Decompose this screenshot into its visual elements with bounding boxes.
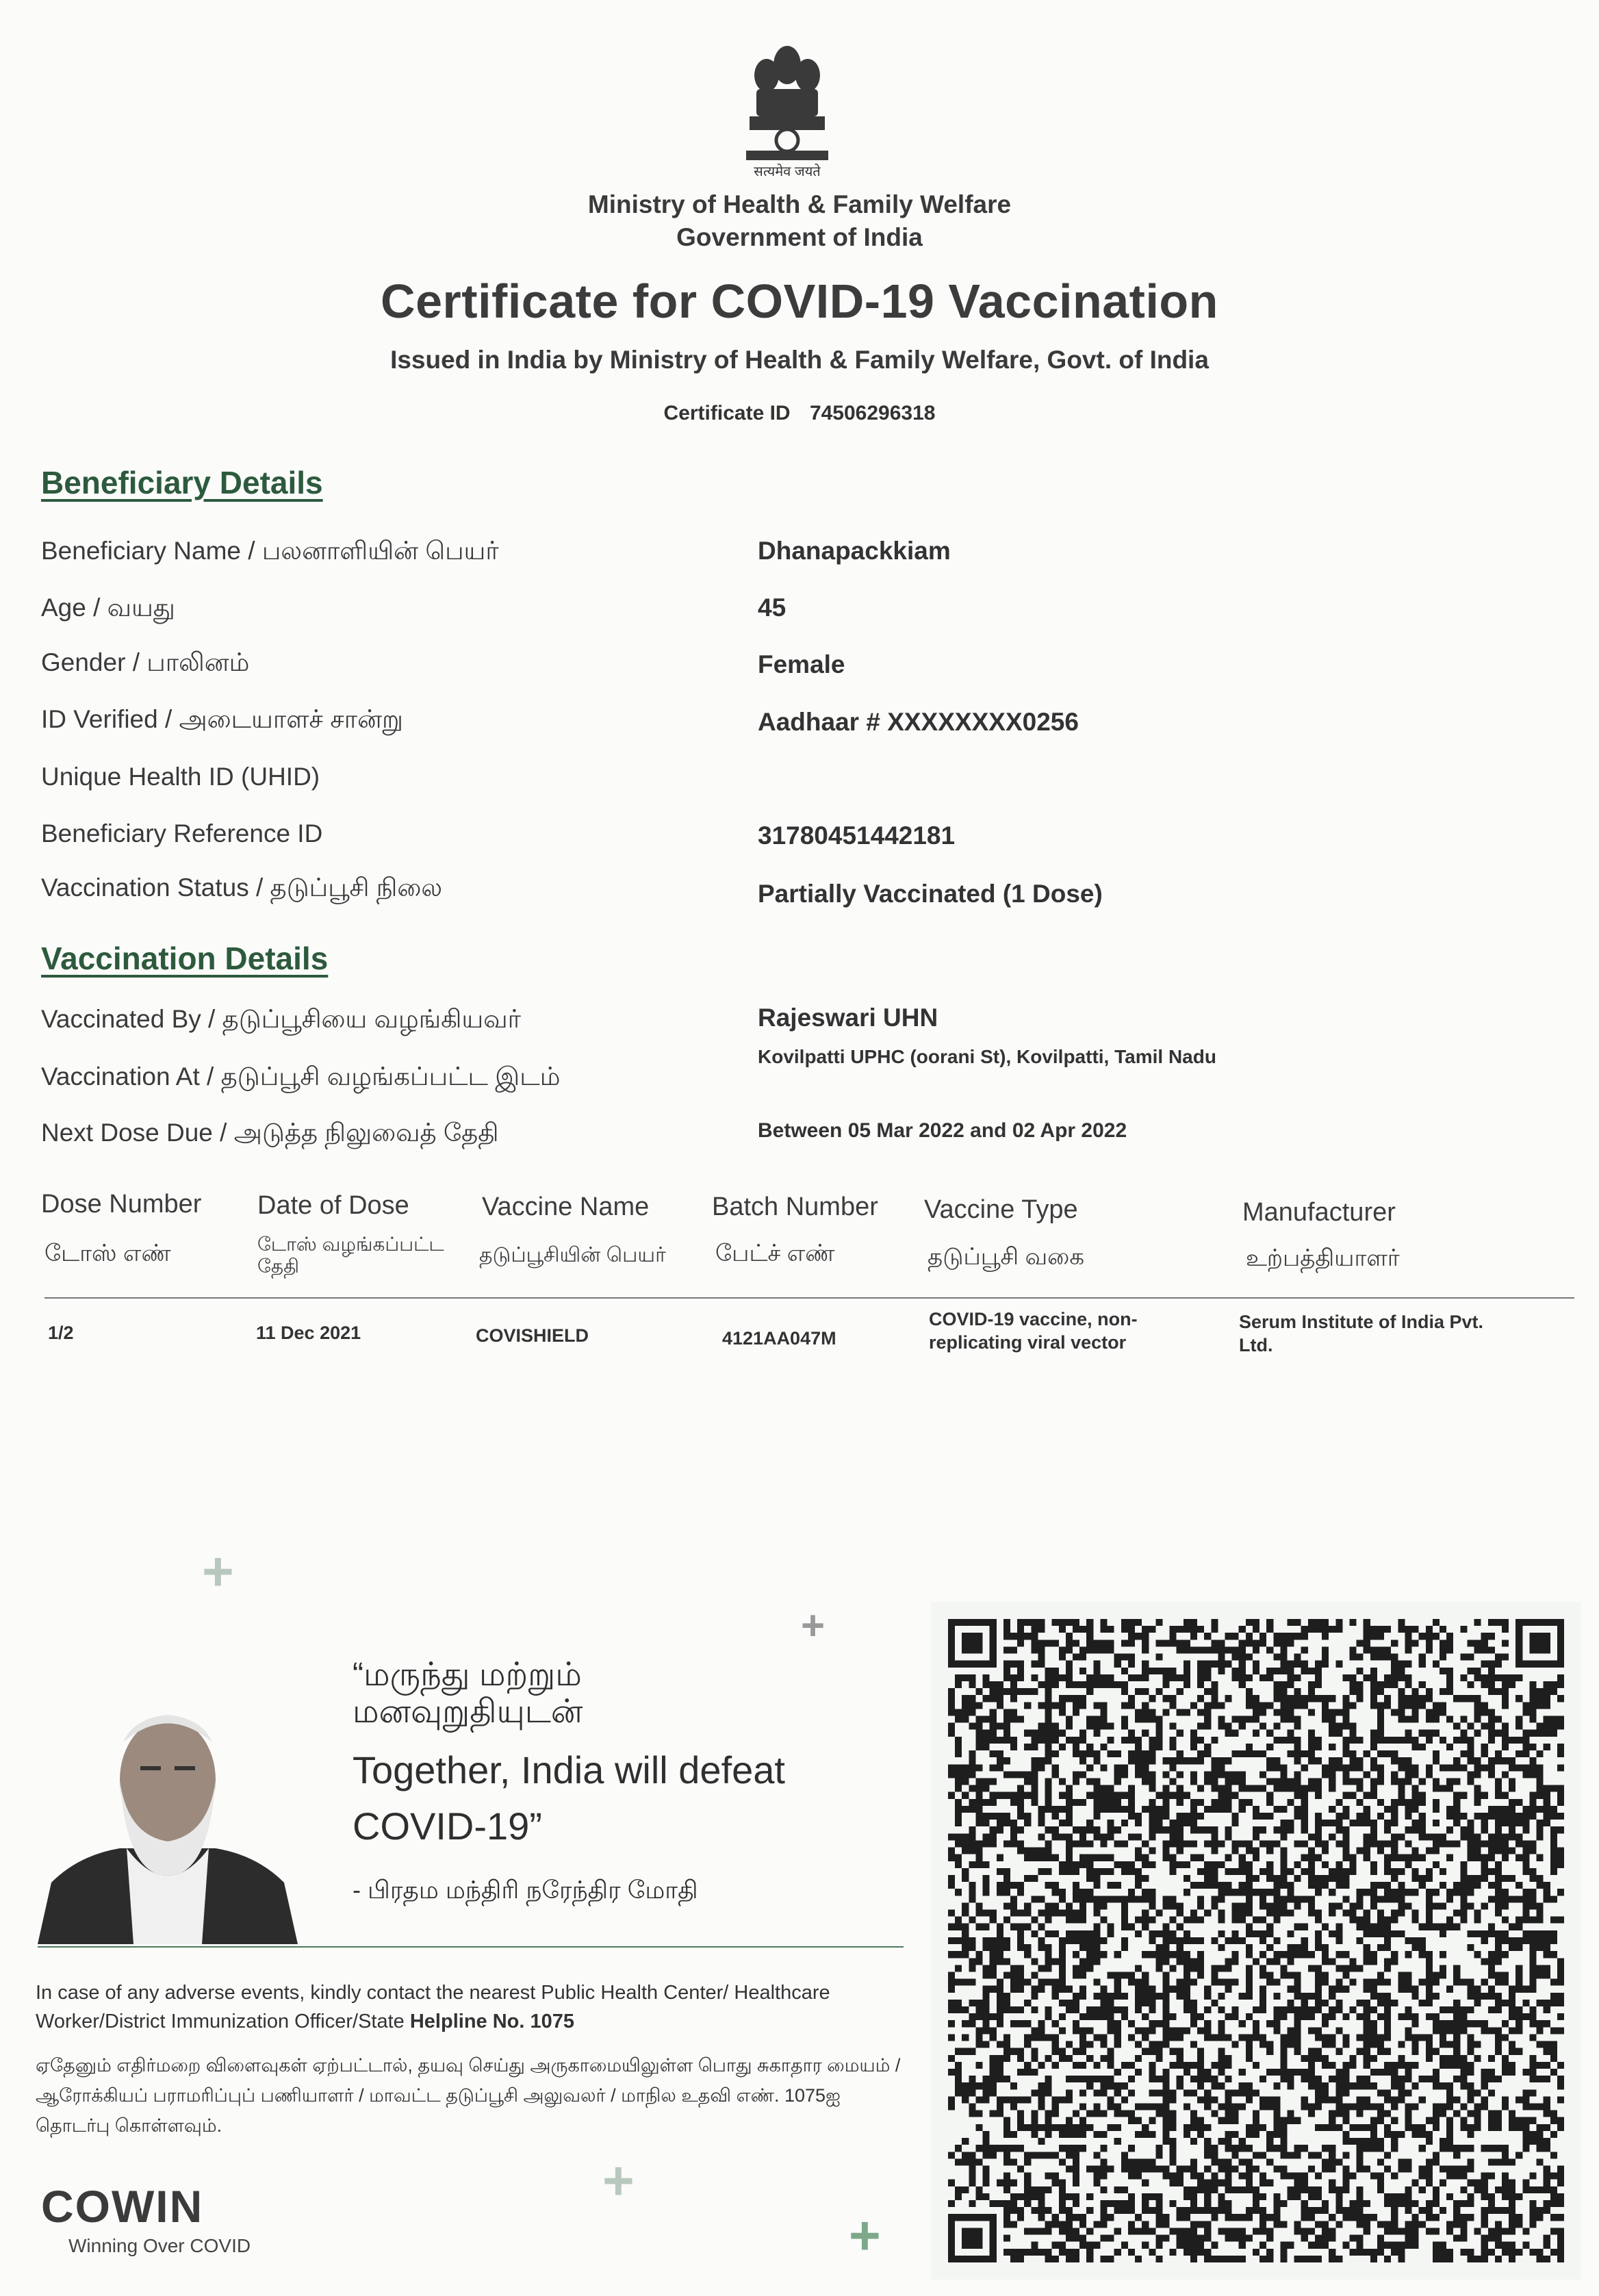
vaccination-status-value: Partially Vaccinated (1 Dose) [758,880,1103,908]
reference-id-label: Beneficiary Reference ID [41,819,323,847]
vaccination-details-heading: Vaccination Details [41,941,329,976]
gender-value: Female [758,650,845,678]
quote-divider [38,1946,904,1948]
certificate-id-label: Certificate ID [663,402,791,424]
th-vaccine-type-ta: தடுப்பூசி வகை [928,1244,1085,1270]
beneficiary-name-value: Dhanapackkiam [758,537,951,565]
beneficiary-details-heading: Beneficiary Details [41,465,323,500]
plus-decoration-icon: + [202,1541,234,1602]
th-dose-number: Dose Number [41,1190,202,1219]
td-dose-number: 1/2 [48,1323,74,1343]
id-verified-value: Aadhaar # XXXXXXXX0256 [758,708,1079,736]
vaccination-at-label: Vaccination At / தடுப்பூசி வழங்கப்பட்ட இடம் [41,1062,561,1090]
th-vaccine-type: Vaccine Type [924,1195,1078,1224]
government-name: Government of India [676,223,923,251]
helpline-number: Helpline No. 1075 [409,2011,575,2032]
id-verified-label: ID Verified / அடையாளச் சான்று [41,705,403,733]
certificate-id [0,402,1599,425]
th-manufacturer: Manufacturer [1242,1198,1396,1227]
certificate-title: Certificate for COVID-19 Vaccination [381,275,1218,328]
age-value: 45 [758,594,786,622]
plus-decoration-icon: + [849,2205,881,2266]
certificate-subtitle: Issued in India by Ministry of Health & Family Welfare, Govt. of India [390,346,1209,374]
qr-modules [948,1619,1564,2262]
adverse-events-text: In case of any adverse events, kindly contact the nearest Public Health Center/ Healthcare Worker/District Immunization Officer/State [36,1982,830,2032]
reference-id-value: 31780451442181 [758,821,956,850]
td-date-of-dose: 11 Dec 2021 [256,1323,361,1343]
th-date-of-dose: Date of Dose [257,1191,409,1220]
vaccinated-by-label: Vaccinated By / தடுப்பூசியை வழங்கியவர் [41,1005,521,1033]
ministry-name: Ministry of Health & Family Welfare [587,190,1012,218]
adverse-events-notice-tamil: ஏதேனும் எதிர்மறை விளைவுகள் ஏற்பட்டால், தயவு செய்து அருகாமையிலுள்ள பொது சுகாதார மையம் / ஆரோக்கியப் பராமரிப்புப் பணியாளர் / மாவட்ட தடுப்பூசி அலுவலர் / மாநில உதவி எண். 1075ஐ தொடர்பு கொள்ளவும். [36,2055,901,2136]
th-vaccine-name: Vaccine Name [482,1192,650,1221]
vaccinated-by-value: Rajeswari UHN [758,1004,938,1032]
th-manufacturer-ta: உற்பத்தியாளர் [1246,1245,1400,1271]
emblem-motto: सत्यमेव जयते [754,164,821,179]
beneficiary-name-label: Beneficiary Name / பலனாளியின் பெயர் [41,537,499,565]
td-vaccine-name: COVISHIELD [476,1325,589,1346]
certificate-id-value: 74506296318 [809,402,936,424]
cowin-logo: COWIN [41,2181,204,2232]
vaccination-at-value: Kovilpatti UPHC (oorani St), Kovilpatti, Tamil Nadu [758,1046,1216,1067]
prime-minister-portrait [38,1677,298,1944]
plus-decoration-icon: + [801,1603,826,1648]
th-batch-number: Batch Number [712,1192,878,1221]
age-label: Age / வயது [41,594,175,622]
uhid-label: Unique Health ID (UHID) [41,763,320,791]
adverse-events-notice [36,1978,912,2036]
quote-tamil: “மருந்து மற்றும் மனவுறுதியுடன் [353,1657,583,1730]
td-batch-number: 4121AA047M [722,1328,836,1349]
th-dose-number-ta: டோஸ் எண் [44,1240,171,1266]
th-date-of-dose-ta: டோஸ் வழங்கப்பட்ட தேதி [257,1234,444,1277]
next-dose-value: Between 05 Mar 2022 and 02 Apr 2022 [758,1119,1127,1142]
quote-attribution: - பிரதம மந்திரி நரேந்திர மோதி [353,1876,698,1904]
td-manufacturer: Serum Institute of India Pvt. Ltd. [1239,1312,1484,1355]
td-vaccine-type: COVID-19 vaccine, non-replicating viral vector [929,1309,1138,1353]
th-batch-number-ta: பேட்ச் எண் [715,1240,835,1266]
verification-qr-code[interactable] [948,1619,1564,2262]
plus-decoration-icon: + [602,2150,635,2211]
cowin-tagline: Winning Over COVID [68,2235,251,2256]
gender-label: Gender / பாலினம் [41,648,250,676]
quote-english: Together, India will defeat COVID-19” [353,1748,785,1848]
table-divider [44,1297,1574,1299]
next-dose-label: Next Dose Due / அடுத்த நிலுவைத் தேதி [41,1119,499,1147]
vaccination-status-label: Vaccination Status / தடுப்பூசி நிலை [41,873,443,902]
th-vaccine-name-ta: தடுப்பூசியின் பெயர் [479,1244,666,1266]
